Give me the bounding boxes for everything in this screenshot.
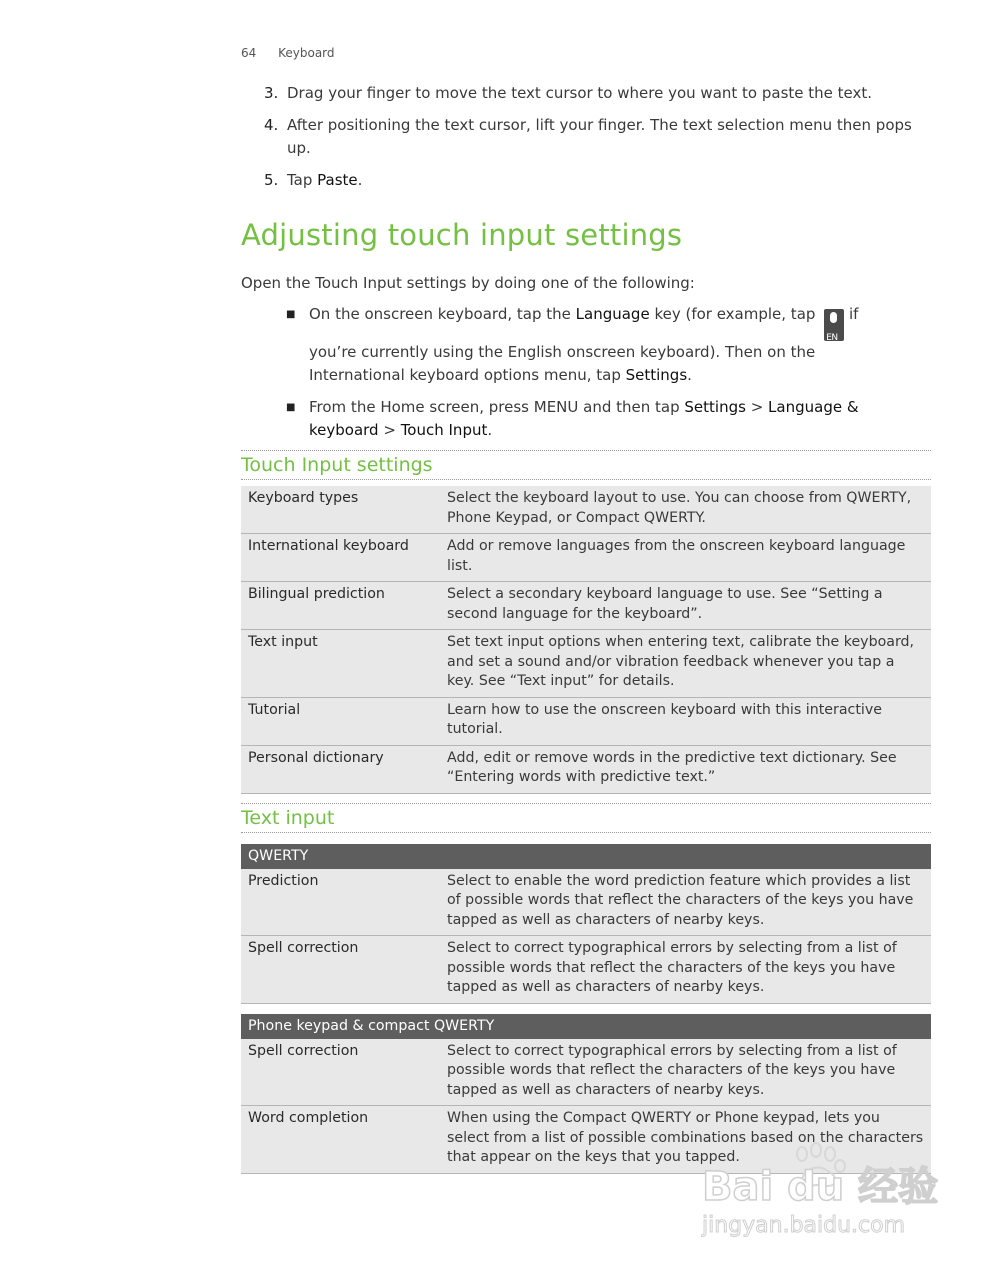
phone-keypad-header: Phone keypad & compact QWERTY — [241, 1014, 931, 1039]
touch-input-settings-title: Touch Input settings — [241, 450, 931, 480]
settings-keyword: Settings — [684, 398, 746, 416]
step-number: 3. — [264, 84, 279, 102]
setting-name: Text input — [241, 630, 440, 698]
microphone-icon — [830, 312, 837, 323]
language-keyboard-keyword: Language & keyboard — [309, 398, 859, 439]
setting-description: Add, edit or remove words in the predictive text dictionary. See “Entering words with predictive text.” — [440, 745, 931, 793]
bullet-text — [309, 396, 906, 442]
section-heading: Adjusting touch input settings — [241, 218, 683, 252]
table-row — [241, 697, 931, 745]
step-item — [264, 169, 914, 192]
table-row — [241, 869, 931, 936]
table-row — [241, 486, 931, 534]
language-key-label: EN — [826, 333, 838, 343]
table-header-row — [241, 844, 931, 869]
watermark-brand: Bai du 经验 — [702, 1164, 939, 1210]
step-number: 5. — [264, 171, 279, 189]
bullet-text-part: . — [487, 421, 493, 439]
qwerty-header: QWERTY — [241, 844, 931, 869]
setting-description: Select to correct typographical errors by selecting from a list of possible words that reflect the characters of the keys you have tapped as well as characters of nearby keys. — [440, 936, 931, 1004]
page-header — [241, 46, 335, 60]
setting-name: Word completion — [241, 1106, 440, 1174]
settings-keyword: Settings — [625, 366, 688, 384]
step-number: 4. — [264, 116, 279, 134]
table-row — [241, 745, 931, 793]
table-row — [241, 630, 931, 698]
language-keyword: Language — [575, 305, 650, 323]
language-key-icon — [824, 309, 844, 341]
baidu-watermark-logo — [700, 1140, 940, 1240]
bullet-square-icon: ■ — [286, 309, 296, 320]
bullet-list — [286, 303, 906, 451]
table-row — [241, 582, 931, 630]
bullet-item — [286, 396, 906, 442]
touch-input-keyword: Touch Input — [400, 421, 488, 439]
bullet-text-part: > — [745, 398, 769, 416]
bullet-text-part: From the Home screen, press MENU and then tap — [309, 398, 685, 416]
bullet-square-icon: ■ — [286, 402, 296, 413]
watermark-url: jingyan.baidu.com — [702, 1213, 906, 1238]
intro-text: Open the Touch Input settings by doing one of the following: — [241, 274, 695, 292]
setting-name: Tutorial — [241, 697, 440, 745]
bullet-text-part: if you’re currently using the English onscreen keyboard). Then on the International keyboard options menu, tap — [309, 305, 859, 384]
bullet-text-part: > — [378, 421, 401, 439]
bullet-text — [309, 303, 906, 387]
setting-description: Select to enable the word prediction feature which provides a list of possible words that reflect the characters of the keys you have tapped as well as characters of nearby keys. — [440, 869, 931, 936]
bullet-text-part: On the onscreen keyboard, tap the — [309, 305, 576, 323]
table-row — [241, 936, 931, 1004]
step-text-post: . — [357, 171, 363, 189]
setting-description: Select to correct typographical errors by selecting from a list of possible words that reflect the characters of the keys you have tapped as well as characters of nearby keys. — [440, 1039, 931, 1106]
touch-input-settings-table — [241, 486, 931, 794]
text-input-title: Text input — [241, 803, 931, 833]
setting-description: Add or remove languages from the onscreen keyboard language list. — [440, 534, 931, 582]
step-text: Drag your finger to move the text cursor to where you want to paste the text. — [287, 84, 873, 102]
setting-description: Set text input options when entering text, calibrate the keyboard, and set a sound and/or vibration feedback whenever you tap a key. See “Text input” for details. — [440, 630, 931, 698]
page-number: 64 — [241, 46, 257, 60]
step-item — [264, 114, 914, 160]
qwerty-table — [241, 844, 931, 1004]
setting-name: Keyboard types — [241, 486, 440, 534]
setting-description: Select the keyboard layout to use. You can choose from QWERTY, Phone Keypad, or Compact QWERTY. — [440, 486, 931, 534]
bullet-item — [286, 303, 906, 387]
step-text-pre: Tap — [287, 171, 318, 189]
step-text — [287, 169, 914, 192]
setting-name: Spell correction — [241, 936, 440, 1004]
step-item — [264, 82, 914, 105]
setting-description: When using the Compact QWERTY or Phone keypad, lets you select from a list of possible combinations based on the characters that appear on the keys that you tapped. — [440, 1106, 931, 1174]
setting-description: Select a secondary keyboard language to use. See “Setting a second language for the keyboard”. — [440, 582, 931, 630]
setting-name: Prediction — [241, 869, 440, 936]
setting-name: International keyboard — [241, 534, 440, 582]
setting-description: Learn how to use the onscreen keyboard with this interactive tutorial. — [440, 697, 931, 745]
setting-name: Bilingual prediction — [241, 582, 440, 630]
step-text: After positioning the text cursor, lift your finger. The text selection menu then pops up. — [287, 116, 912, 157]
setting-name: Spell correction — [241, 1039, 440, 1106]
setting-name: Personal dictionary — [241, 745, 440, 793]
section-name: Keyboard — [278, 46, 335, 60]
bullet-text-part: . — [687, 366, 692, 384]
paste-keyword: Paste — [317, 171, 358, 189]
bullet-text-part: key (for example, tap — [649, 305, 821, 323]
table-header-row — [241, 1014, 931, 1039]
steps-list — [264, 82, 914, 201]
table-row — [241, 1039, 931, 1106]
table-row — [241, 534, 931, 582]
